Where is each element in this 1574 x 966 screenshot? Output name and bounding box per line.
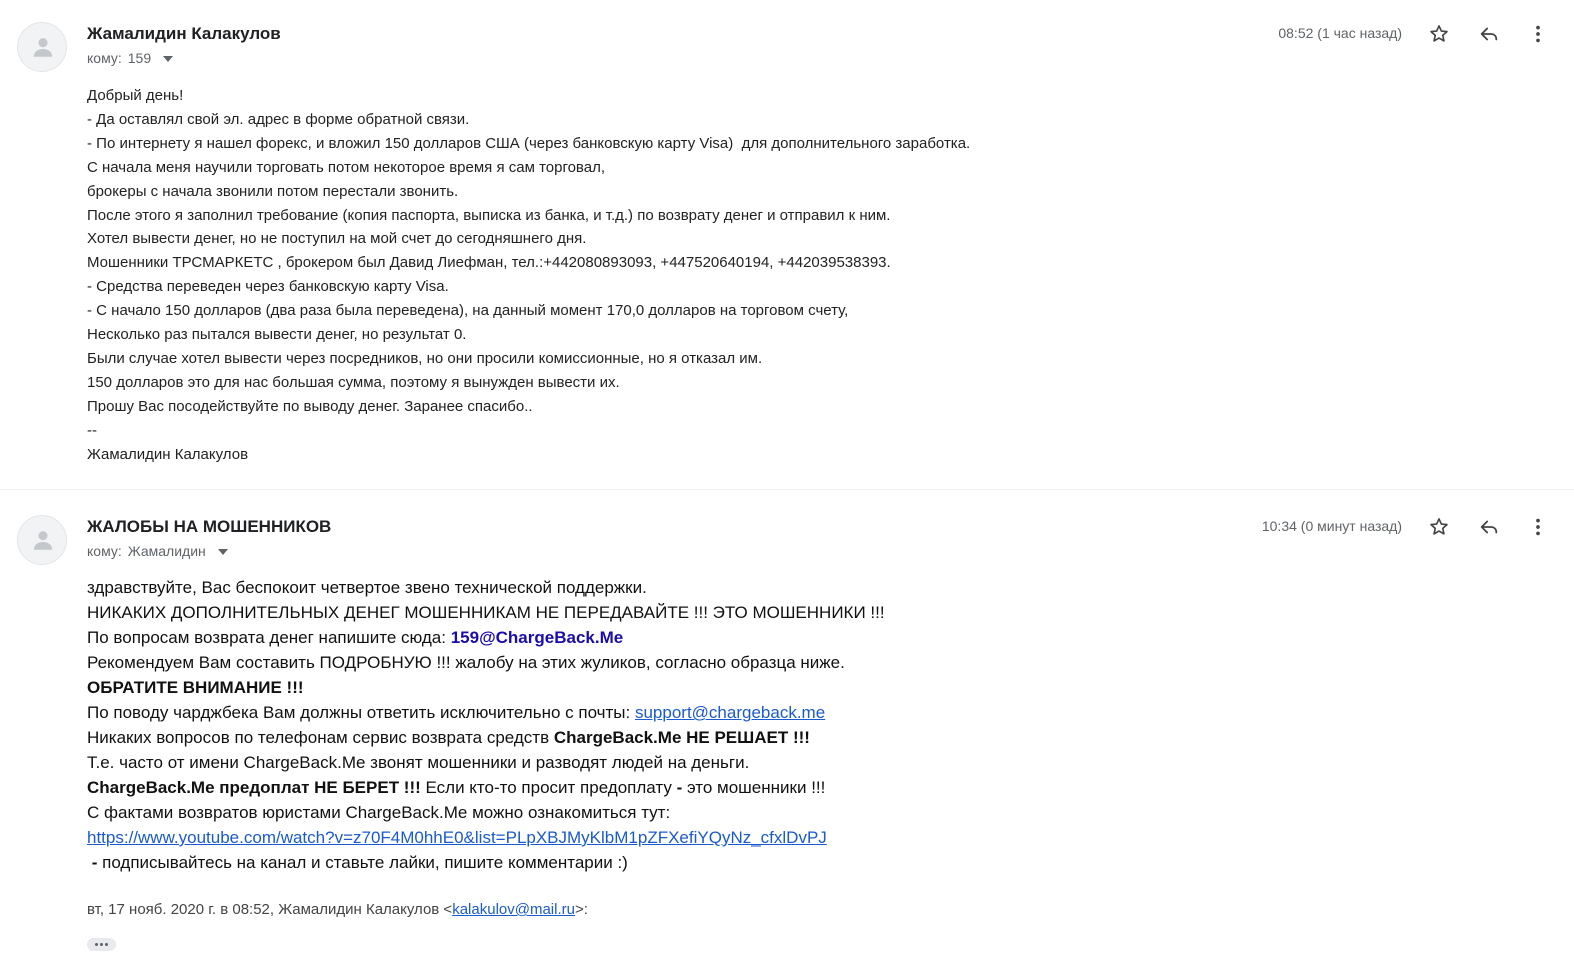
body-line: Хотел вывести денег, но не поступил на мой счет до сегодняшнего дня. xyxy=(87,230,587,248)
body-text: это мошенники !!! xyxy=(682,778,826,797)
message-divider xyxy=(0,489,1574,490)
body-bold-text: ChargeBack.Me предоплат НЕ БЕРЕТ !!! xyxy=(87,778,421,797)
body-line xyxy=(87,625,885,650)
message-time[interactable]: 08:52 (1 час назад) xyxy=(1278,25,1402,41)
to-label: кому: xyxy=(87,543,122,559)
contact-email-link[interactable]: 159@ChargeBack.Me xyxy=(450,628,624,647)
quote-header-text: >: xyxy=(574,901,588,918)
body-line: - Да оставлял свой эл. адрес в форме обратной связи. xyxy=(87,110,470,128)
body-line: здравствуйте, Вас беспокоит четвертое звено технической поддержки. xyxy=(87,578,647,597)
support-email-link[interactable]: support@chargeback.me xyxy=(634,703,826,722)
sender-avatar[interactable] xyxy=(17,22,67,72)
body-line xyxy=(87,700,885,725)
reply-button[interactable] xyxy=(1475,20,1503,48)
body-text: По вопросам возврата денег напишите сюда: xyxy=(87,628,451,647)
body-line: Т.е. часто от имени ChargeBack.Me звонят мошенники и разводят людей на деньги. xyxy=(87,753,750,772)
body-text: Если кто-то просит предоплату xyxy=(420,778,677,797)
youtube-link[interactable]: https://www.youtube.com/watch?v=z70F4M0hhE0&list=PLpXBJMyKlbM1pZFXefiYQyNz_cfxlDvPJ xyxy=(87,828,827,847)
reply-icon xyxy=(1478,23,1500,45)
person-icon xyxy=(30,34,56,60)
star-icon xyxy=(1428,516,1450,538)
body-line: После этого я заполнил требование (копия паспорта, выписка из банка, и т.д.) по возврату денег и отправил к ним. xyxy=(87,206,891,224)
body-line: брокеры с начала звонили потом перестали звонить. xyxy=(87,182,459,200)
body-line: С фактами возвратов юристами ChargeBack.Me можно ознакомиться тут: xyxy=(87,803,671,822)
quote-header xyxy=(87,901,588,918)
body-line: Добрый день! xyxy=(87,87,184,104)
body-bold-dash: - xyxy=(676,778,683,797)
body-line: - С начало 150 долларов (два раза была переведена), на данный момент 170,0 долларов на торговом счету, xyxy=(87,302,849,320)
more-options-button[interactable] xyxy=(1524,513,1552,541)
body-line: 150 долларов это для нас большая сумма, поэтому я вынужден вывести их. xyxy=(87,373,620,391)
body-line: ОБРАТИТЕ ВНИМАНИЕ !!! xyxy=(87,678,304,697)
sender-name[interactable]: ЖАЛОБЫ НА МОШЕННИКОВ xyxy=(87,517,332,536)
body-bold-text: ChargeBack.Me НЕ РЕШАЕТ !!! xyxy=(553,728,810,747)
body-line xyxy=(87,825,885,850)
show-trimmed-content-button[interactable] xyxy=(87,938,116,951)
recipient-name: 159 xyxy=(127,50,152,66)
recipient-line[interactable] xyxy=(87,543,228,559)
more-options-button[interactable] xyxy=(1524,20,1552,48)
chevron-down-icon[interactable] xyxy=(218,549,228,555)
body-line: НИКАКИХ ДОПОЛНИТЕЛЬНЫХ ДЕНЕГ МОШЕННИКАМ НЕ ПЕРЕДАВАЙТЕ !!! ЭТО МОШЕННИКИ !!! xyxy=(87,603,885,622)
more-vert-icon xyxy=(1527,516,1549,538)
ellipsis-dot xyxy=(105,943,108,946)
quote-header-text: вт, 17 нояб. 2020 г. в 08:52, Жамалидин Калакулов < xyxy=(87,901,453,918)
more-vert-icon xyxy=(1527,23,1549,45)
sender-avatar[interactable] xyxy=(17,515,67,565)
body-line: Рекомендуем Вам составить ПОДРОБНУЮ !!! жалобу на этих жуликов, согласно образца ниже. xyxy=(87,653,845,672)
star-icon xyxy=(1428,23,1450,45)
body-line xyxy=(87,725,885,750)
ellipsis-dot xyxy=(95,943,98,946)
person-icon xyxy=(30,527,56,553)
message-body xyxy=(87,84,970,467)
chevron-down-icon[interactable] xyxy=(163,56,173,62)
reply-icon xyxy=(1478,516,1500,538)
recipient-line[interactable] xyxy=(87,50,173,66)
ellipsis-dot xyxy=(100,943,103,946)
star-button[interactable] xyxy=(1425,513,1453,541)
star-button[interactable] xyxy=(1425,20,1453,48)
body-text: подписывайтесь на канал и ставьте лайки, пишите комментарии :) xyxy=(97,853,628,872)
signature: Жамалидин Калакулов xyxy=(87,445,249,463)
body-line xyxy=(87,850,885,875)
body-text: По поводу чарджбека Вам должны ответить исключительно с почты: xyxy=(87,703,635,722)
body-line: Прошу Вас посодействуйте по выводу денег. Заранее спасибо.. xyxy=(87,397,533,415)
message-body xyxy=(87,575,885,875)
body-line: Мошенники ТРСМАРКЕТС , брокером был Давид Лиефман, тел.:+442080893093, +447520640194, +442039538393. xyxy=(87,254,891,272)
reply-button[interactable] xyxy=(1475,513,1503,541)
body-line: Несколько раз пытался вывести денег, но результат 0. xyxy=(87,326,467,344)
body-text: Никаких вопросов по телефонам сервис возврата средств xyxy=(87,728,554,747)
recipient-name: Жамалидин xyxy=(127,543,206,559)
body-line xyxy=(87,775,885,800)
to-label: кому: xyxy=(87,50,122,66)
body-line: Были случае хотел вывести через посредников, но они просили комиссионные, но я отказал им. xyxy=(87,349,763,367)
quoted-sender-email-link[interactable]: kalakulov@mail.ru xyxy=(452,901,575,918)
body-line: - Средства переведен через банковскую карту Visa. xyxy=(87,278,449,296)
sender-name[interactable]: Жамалидин Калакулов xyxy=(87,24,281,43)
body-line: С начала меня научили торговать потом некоторое время я сам торговал, xyxy=(87,158,605,176)
signature-separator: -- xyxy=(87,421,97,439)
body-line: - По интернету я нашел форекс, и вложил 150 долларов США (через банковскую карту Visa) для дополнительного заработка. xyxy=(87,134,971,152)
body-bold-dash: - xyxy=(87,853,98,872)
message-time[interactable]: 10:34 (0 минут назад) xyxy=(1261,518,1402,534)
